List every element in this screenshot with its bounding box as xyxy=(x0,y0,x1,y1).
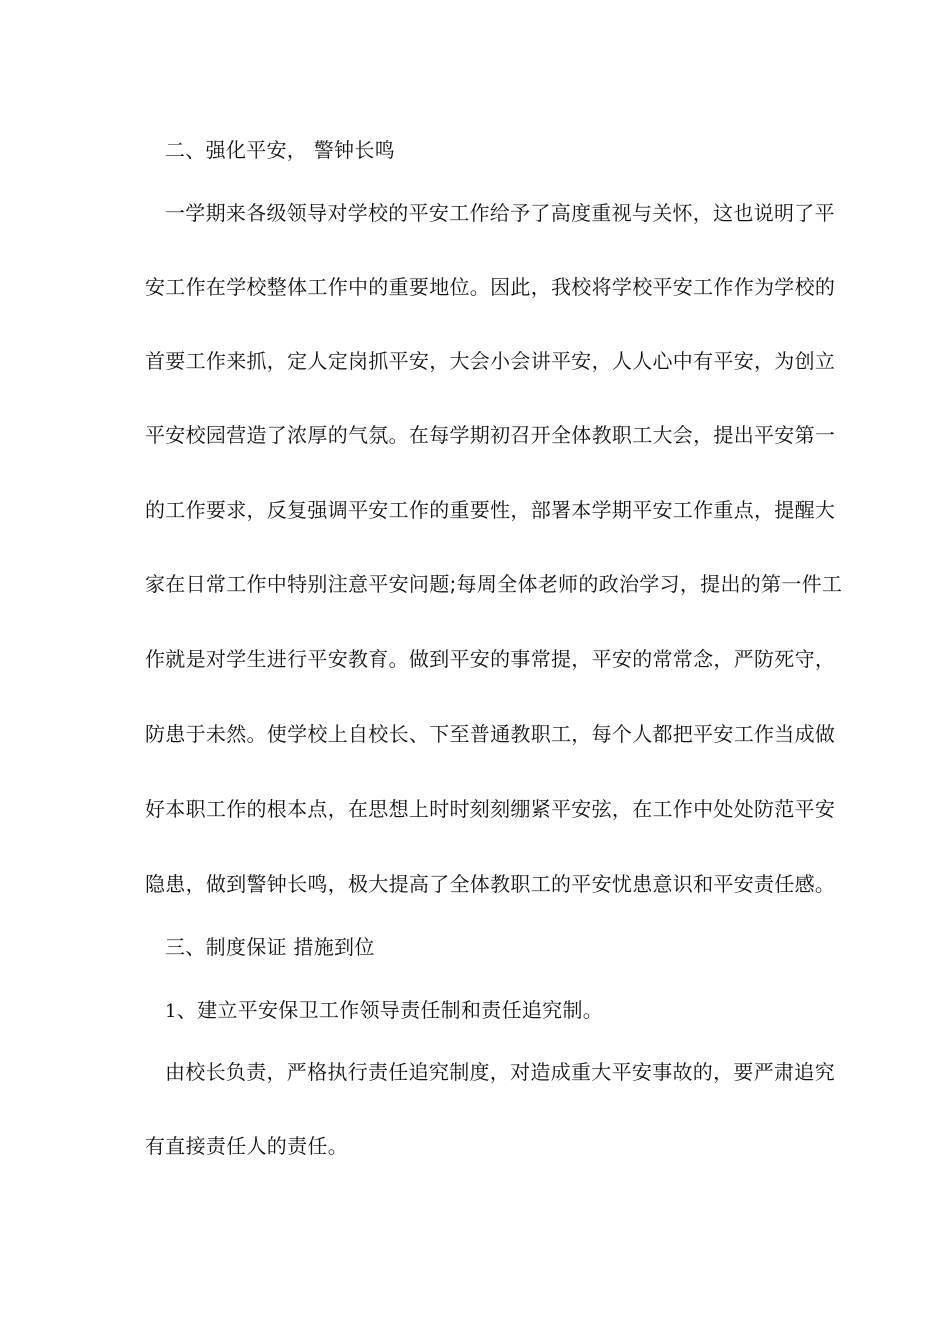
paragraph-line-10: 隐患，做到警钟长鸣，极大提高了全体教职工的平安忧患意识和平安责任感。 xyxy=(145,872,836,896)
paragraph-line-4: 平安校园营造了浓厚的气氛。在每学期初召开全体教职工大会，提出平安第一 xyxy=(145,423,836,447)
section-3-heading: 三、制度保证 措施到位 xyxy=(165,935,375,959)
paragraph-line-1: 一学期来各级领导对学校的平安工作给予了高度重视与关怀，这也说明了平 xyxy=(165,201,835,225)
paragraph-line-8: 防患于未然。使学校上自校长、下至普通教职工，每个人都把平安工作当成做 xyxy=(145,722,836,746)
paragraph-line-6: 家在日常工作中特别注意平安问题;每周全体老师的政治学习，提出的第一件工 xyxy=(145,572,843,596)
item-1-line-2: 有直接责任人的责任。 xyxy=(145,1134,348,1158)
paragraph-line-9: 好本职工作的根本点，在思想上时时刻刻绷紧平安弦，在工作中处处防范平安 xyxy=(145,797,836,821)
paragraph-line-5: 的工作要求，反复强调平安工作的重要性，部署本学期平安工作重点，提醒大 xyxy=(145,498,836,522)
item-1-line-1: 由校长负责，严格执行责任追究制度，对造成重大平安事故的，要严肃追究 xyxy=(165,1060,835,1084)
paragraph-line-2: 安工作在学校整体工作中的重要地位。因此，我校将学校平安工作作为学校的 xyxy=(145,275,836,299)
item-1-title: 、建立平安保卫工作领导责任制和责任追究制。 xyxy=(176,998,604,1022)
item-1-number: 1 xyxy=(165,1001,177,1022)
item-1-heading xyxy=(165,996,835,1026)
section-2-heading: 二、强化平安， 警钟长鸣 xyxy=(165,138,395,162)
paragraph-line-7: 作就是对学生进行平安教育。做到平安的事常提，平安的常常念，严防死守， xyxy=(145,647,836,671)
paragraph-line-3: 首要工作来抓，定人定岗抓平安，大会小会讲平安，人人心中有平安，为创立 xyxy=(145,349,836,373)
